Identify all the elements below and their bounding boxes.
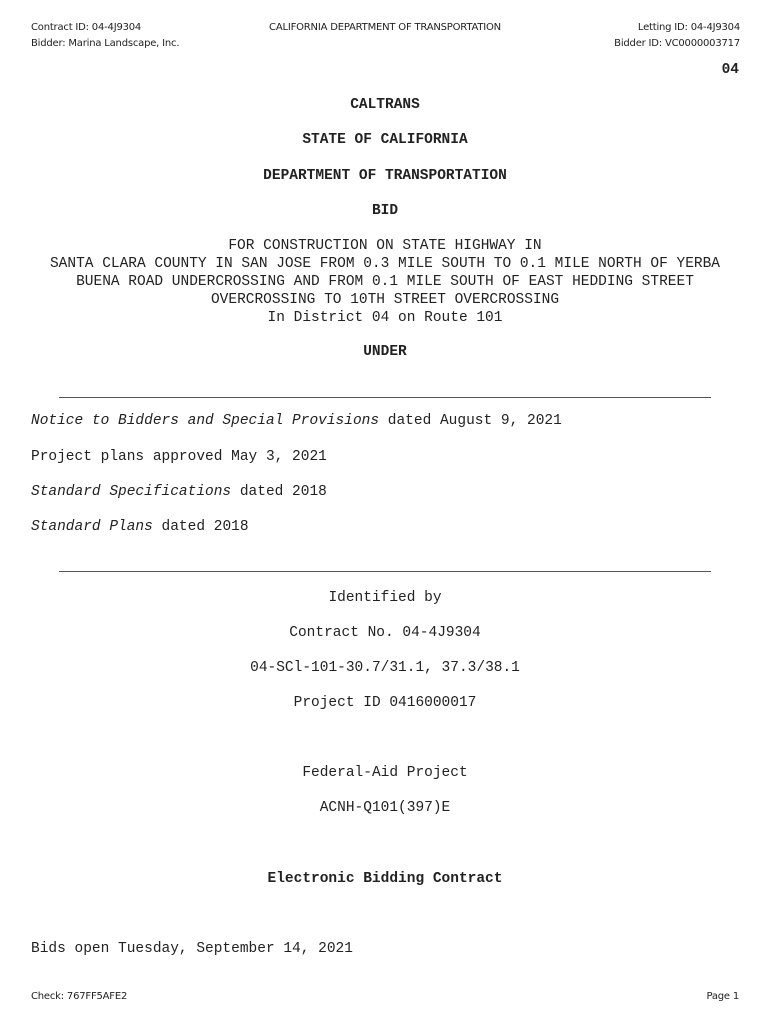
- doc-title: Standard Specifications: [31, 484, 232, 500]
- doc-title: Notice to Bidders and Special Provisions: [31, 413, 380, 429]
- contract-id: Contract ID: 04-4J9304: [31, 22, 142, 33]
- header-right: [614, 20, 740, 52]
- description-line: FOR CONSTRUCTION ON STATE HIGHWAY IN: [228, 238, 542, 254]
- bidder-name: Bidder: Marina Landscape, Inc.: [31, 38, 180, 49]
- letting-id: Letting ID: 04-4J9304: [637, 22, 740, 33]
- contract-number: Contract No. 04-4J9304: [289, 625, 481, 641]
- contract-type: Electronic Bidding Contract: [267, 871, 503, 887]
- project-description: [20, 237, 750, 327]
- project-id: Project ID 0416000017: [293, 695, 477, 711]
- bidder-id: Bidder ID: VC0000003717: [614, 38, 740, 49]
- description-line: In District 04 on Route 101: [267, 310, 503, 326]
- title-department: DEPARTMENT OF TRANSPORTATION: [263, 168, 507, 184]
- doc-notice: [31, 413, 562, 429]
- location-code: 04-SCl-101-30.7/31.1, 37.3/38.1: [250, 660, 520, 676]
- title-state: STATE OF CALIFORNIA: [302, 132, 468, 148]
- doc-suffix: dated 2018: [152, 519, 249, 535]
- title-bid: BID: [371, 203, 399, 219]
- description-line: OVERCROSSING TO 10TH STREET OVERCROSSING: [210, 292, 560, 308]
- title-caltrans: CALTRANS: [350, 97, 420, 113]
- district-code: 04: [721, 62, 739, 78]
- federal-aid-number: ACNH-Q101(397)E: [319, 800, 451, 816]
- doc-plans: [31, 449, 327, 465]
- agency-header: CALIFORNIA DEPARTMENT OF TRANSPORTATION: [269, 22, 501, 33]
- bids-open: Bids open Tuesday, September 14, 2021: [31, 941, 353, 957]
- description-line: SANTA CLARA COUNTY IN SAN JOSE FROM 0.3 MILE SOUTH TO 0.1 MILE NORTH OF YERBA: [49, 256, 720, 272]
- divider: [59, 397, 711, 398]
- description-line: BUENA ROAD UNDERCROSSING AND FROM 0.1 MILE SOUTH OF EAST HEDDING STREET: [76, 274, 694, 290]
- federal-aid-label: Federal-Aid Project: [302, 765, 468, 781]
- identified-by: Identified by: [328, 590, 442, 606]
- check-code: Check: 767FF5AFE2: [31, 991, 128, 1002]
- doc-suffix: dated 2018: [231, 484, 327, 500]
- doc-suffix: Project plans approved May 3, 2021: [31, 449, 327, 465]
- doc-title: Standard Plans: [31, 519, 153, 535]
- doc-standard-specs: [31, 484, 327, 500]
- doc-suffix: dated August 9, 2021: [379, 413, 562, 429]
- divider: [59, 571, 711, 572]
- under-label: UNDER: [363, 344, 407, 360]
- doc-standard-plans: [31, 519, 249, 535]
- page-number: Page 1: [706, 991, 739, 1002]
